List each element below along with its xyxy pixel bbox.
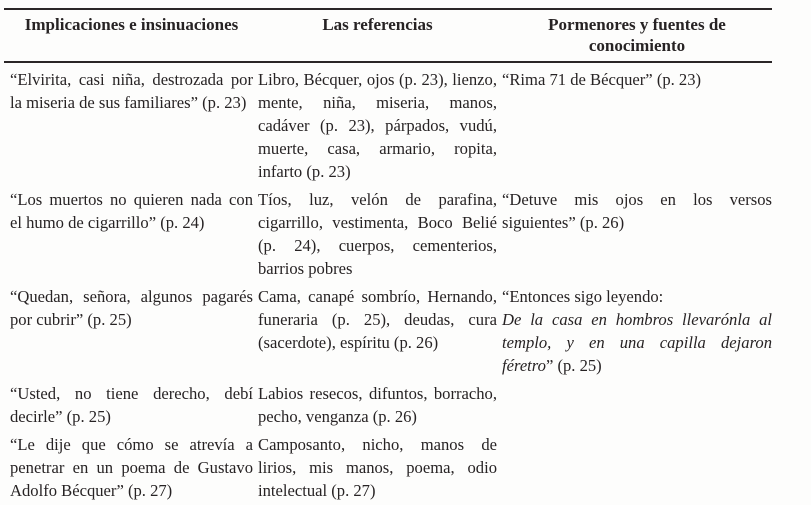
cell-pormenores: “Detuve mis ojos en los versos siguientes” (p. 26) [502, 190, 772, 232]
analysis-table [4, 8, 772, 505]
column-header-pormenores: Pormenores y fuentes de conocimiento [548, 15, 726, 55]
table-row [4, 431, 772, 505]
table-row [4, 283, 772, 380]
cell-implicaciones: “Los muertos no quieren nada con el humo de cigarrillo” (p. 24) [10, 190, 253, 232]
cell-implicaciones: “Le dije que cómo se atrevía a penetrar en un poema de Gustavo Adolfo Bécquer” (p. 27) [10, 435, 253, 500]
cell-pormenores [502, 382, 772, 428]
table-row [4, 66, 772, 186]
column-header-referencias: Las referencias [322, 15, 433, 34]
cell-referencias: Libro, Bécquer, ojos (p. 23), lienzo, mente, niña, miseria, manos, cadáver (p. 23), párpados, vudú, muerte, casa, armario, ropita, infarto (p. 23) [258, 70, 497, 181]
table-body [4, 63, 772, 505]
cell-pormenores [502, 433, 772, 502]
cell-implicaciones: “Elvirita, casi niña, destrozada por la miseria de sus familiares” (p. 23) [10, 70, 253, 112]
table-row [4, 186, 772, 283]
verse-quote-italic: De la casa en hombros llevarónla al templo, y en una capilla dejaron féretro [502, 310, 772, 375]
cell-referencias: Camposanto, nicho, manos de lirios, mis manos, poema, odio intelectual (p. 27) [258, 435, 497, 500]
cell-pormenores: “Rima 71 de Bécquer” (p. 23) [502, 70, 702, 89]
cell-referencias: Labios resecos, difuntos, borracho, pecho, venganza (p. 26) [258, 384, 497, 426]
cell-pormenores [502, 285, 772, 377]
table-header-row [4, 10, 772, 63]
table-row [4, 380, 772, 431]
cell-referencias: Cama, canapé sombrío, Hernando, funeraria (p. 25), deudas, cura (sacerdote), espíritu (p. 26) [258, 287, 497, 352]
cell-referencias: Tíos, luz, velón de parafina, cigarrillo, vestimenta, Boco Belié (p. 24), cuerpos, cementerios, barrios pobres [258, 190, 497, 278]
cell-implicaciones: “Quedan, señora, algunos pagarés por cubrir” (p. 25) [10, 287, 253, 329]
column-header-implicaciones: Implicaciones e insinuaciones [24, 15, 239, 34]
quote-close: ” (p. 25) [545, 356, 602, 375]
cell-implicaciones: “Usted, no tiene derecho, debí decirle” (p. 25) [10, 384, 253, 426]
quote-intro: “Entonces sigo leyendo: [502, 287, 664, 306]
